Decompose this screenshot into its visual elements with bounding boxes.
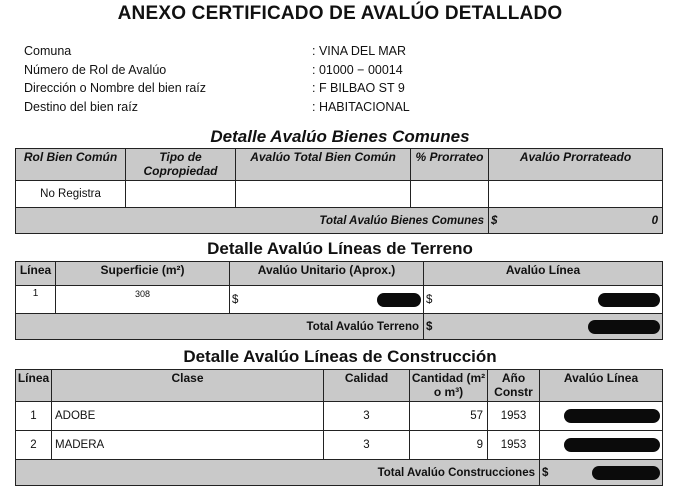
redaction-mark: [564, 438, 660, 452]
cell-empty: [126, 181, 236, 208]
col-header: Avalúo Unitario (Aprox.): [230, 262, 424, 286]
cell-avaluo-linea: [540, 431, 663, 460]
section-title-terreno: Detalle Avalúo Líneas de Terreno: [207, 239, 473, 258]
col-header: Avalúo Línea: [540, 370, 663, 402]
table-row: [16, 431, 663, 460]
total-row: [16, 208, 663, 234]
redaction-mark: [588, 320, 660, 334]
total-value-cell: [540, 460, 663, 486]
cell-empty: [489, 181, 663, 208]
col-header: Calidad: [324, 370, 410, 402]
bienes-comunes-table: [15, 148, 663, 234]
cell-avaluo-linea: [424, 286, 663, 314]
cell-empty: [236, 181, 411, 208]
currency-symbol: $: [426, 293, 433, 306]
cell-linea: 1: [16, 402, 52, 431]
section-title-bienes-comunes: Detalle Avalúo Bienes Comunes: [210, 127, 470, 146]
total-label: Total Avalúo Construcciones: [16, 460, 540, 486]
cell-calidad: 3: [324, 402, 410, 431]
col-header: Clase: [52, 370, 324, 402]
cell-linea: 1: [16, 286, 56, 314]
construccion-table: [15, 369, 663, 486]
cell-clase: ADOBE: [52, 402, 324, 431]
col-header: Cantidad (m² o m³): [410, 370, 488, 402]
col-header: Línea: [16, 262, 56, 286]
total-row: [16, 460, 663, 486]
info-row-comuna: [24, 42, 512, 61]
table-row: [16, 402, 663, 431]
info-row-rol: [24, 61, 512, 80]
info-label: Destino del bien raíz: [24, 99, 138, 114]
col-header: Tipo de Copropiedad: [126, 149, 236, 181]
page-title: ANEXO CERTIFICADO DE AVALÚO DETALLADO: [117, 3, 563, 24]
redaction-mark: [564, 409, 660, 423]
total-value-cell: [489, 208, 663, 234]
cell-avaluo-linea: [540, 402, 663, 431]
cell-anio: 1953: [488, 402, 540, 431]
total-label: Total Avalúo Terreno: [16, 314, 424, 340]
redaction-mark: [598, 293, 660, 307]
col-header: Línea: [16, 370, 52, 402]
info-row-direccion: [24, 79, 512, 98]
col-header: Avalúo Total Bien Común: [236, 149, 411, 181]
col-header: Avalúo Línea: [424, 262, 663, 286]
cell-cantidad: 57: [410, 402, 488, 431]
cell-anio: 1953: [488, 431, 540, 460]
cell-calidad: 3: [324, 431, 410, 460]
col-header: Rol Bien Común: [16, 149, 126, 181]
info-label: Número de Rol de Avalúo: [24, 62, 167, 77]
info-label: Comuna: [24, 44, 72, 59]
info-value: : F BILBAO ST 9: [312, 81, 405, 96]
redaction-mark: [592, 466, 660, 480]
col-header: Año Constr: [488, 370, 540, 402]
info-value: : VINA DEL MAR: [312, 44, 407, 59]
currency-symbol: $: [232, 293, 239, 306]
col-header: Avalúo Prorrateado: [489, 149, 663, 181]
total-label: Total Avalúo Bienes Comunes: [16, 208, 489, 234]
table-row: [16, 286, 663, 314]
section-title-construccion: Detalle Avalúo Líneas de Construcción: [183, 347, 497, 366]
property-info: [24, 42, 512, 116]
cell-rol: No Registra: [16, 181, 126, 208]
cell-superficie: 308: [56, 286, 230, 314]
total-value-cell: [424, 314, 663, 340]
info-value: : 01000 − 00014: [312, 62, 403, 77]
total-value: 0: [651, 214, 658, 227]
terreno-table: [15, 261, 663, 340]
table-row: [16, 181, 663, 208]
currency-symbol: $: [426, 320, 433, 333]
cell-clase: MADERA: [52, 431, 324, 460]
redaction-mark: [377, 293, 421, 307]
total-row: [16, 314, 663, 340]
currency-symbol: $: [542, 466, 549, 479]
cell-cantidad: 9: [410, 431, 488, 460]
info-label: Dirección o Nombre del bien raíz: [24, 81, 207, 96]
col-header: % Prorrateo: [411, 149, 489, 181]
cell-empty: [411, 181, 489, 208]
currency-symbol: $: [491, 214, 498, 227]
info-value: : HABITACIONAL: [312, 99, 410, 114]
cell-avaluo-unitario: [230, 286, 424, 314]
info-row-destino: [24, 98, 512, 117]
cell-linea: 2: [16, 431, 52, 460]
col-header: Superficie (m²): [56, 262, 230, 286]
